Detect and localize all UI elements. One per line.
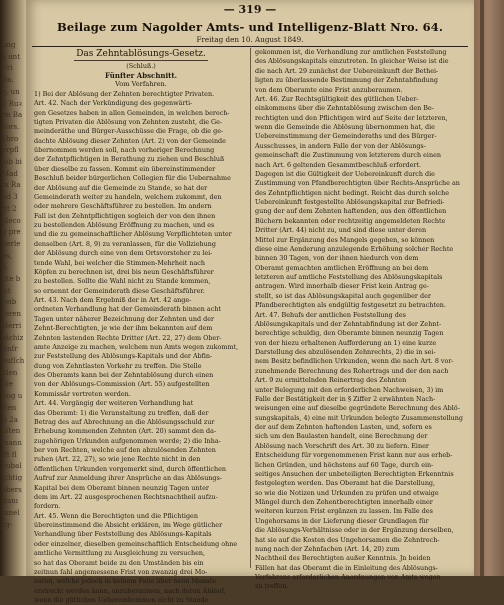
text-line: oder einzelner, dieselben gemeinschaftlich Entscheidung ohne bbox=[34, 539, 238, 548]
page-number: — 319 — bbox=[223, 3, 277, 16]
text-line: von der hiezu erhaltenen Aufforderung an 1) eine kurze bbox=[255, 338, 437, 347]
text-line: gung der auf dem Zehnten haftenden, aus den öffentlichen bbox=[255, 207, 447, 216]
text-line: Büchern bekannten oder rechtzeitig angemeldeten Rechte bbox=[255, 216, 446, 225]
text-line: einkommens über die Zehntablösung zwischen den Be- bbox=[255, 104, 434, 113]
edge-text-fragment: in Ra bbox=[2, 181, 21, 190]
text-line: Verfahrens erforderlichen Anordnungen von Amts wegen bbox=[255, 573, 441, 581]
text-line: wenn die gütlichen Uebereinkommen nicht zu Stande bbox=[34, 596, 209, 605]
text-line: oder mehrere Geschäftsführer zu bestellen. Im andern bbox=[34, 202, 212, 211]
edge-text-fragment: teren bbox=[2, 310, 21, 319]
text-line: von der Ablösungs-Commission (Art. 55) aufgestellten bbox=[34, 380, 210, 389]
edge-text-fragment: ʒ unt bbox=[2, 52, 21, 61]
text-line: Kapital bei dem Oberamt binnen neunzig Tagen unter bbox=[34, 483, 209, 492]
text-line: erstreckt werden kann, anzuberaumen, nach deren Ablauf, bbox=[34, 586, 226, 595]
text-line: öffentlichen Urkunden vorgemerkt sind, durch öffentlichen bbox=[34, 464, 226, 473]
text-line: ordneten Verhandlung hat der Gemeinderath binnen acht bbox=[34, 305, 221, 314]
text-line: dachte Ablösung dieser Zehnten (Art. 2) von der Gemeinde bbox=[34, 136, 226, 145]
text-line: Betrag des auf Abrechnung an die Ablösungsschuld zur bbox=[34, 417, 215, 426]
text-line: naten, welche jedoch in keinem Falle über neun Monate bbox=[34, 577, 217, 586]
text-line: so wie die Notizen und Urkunden zu prüfen und etwaige bbox=[255, 488, 439, 497]
edge-text-fragment: es, bbox=[2, 251, 12, 260]
text-line: fordern. bbox=[34, 502, 61, 511]
edge-text-fragment: aufſch bbox=[2, 356, 24, 365]
text-line: ber von Rechten, welche auf den abzulösenden Zehnten bbox=[34, 446, 216, 455]
issue-date: Freitag den 10. August 1849. bbox=[196, 35, 304, 44]
text-line: der Ablösung auf die Gemeinde zu Stande, so hat der bbox=[34, 183, 208, 192]
text-line: Zehnt-Berechtigten, je wie der ihm bekannten auf dem bbox=[34, 324, 213, 333]
text-line: Ausschusses, in andern Falle der von der Ablösungs- bbox=[255, 141, 426, 150]
text-line: Darstellung des abzulösenden Zehnrechts, 2) die in sei- bbox=[255, 348, 436, 356]
text-line: weisungen eine auf dieselbe gegründete Berechnung des Ablö- bbox=[255, 404, 460, 413]
edge-text-fragment: rg- bbox=[2, 520, 13, 529]
text-line: Erhebung kommenden Zehnten (Art. 20) sammt den da- bbox=[34, 427, 217, 436]
text-line: Mittel zur Ergänzung des Mangels gegeben, so können bbox=[255, 235, 435, 244]
section-subtitle: (Schluß.) bbox=[126, 62, 156, 70]
text-line: unter Belegung mit den erforderlichen Nachweisen, 3) im bbox=[255, 385, 444, 394]
text-line: Verhandlung über Feststellung des Ablösungs-Kapitals bbox=[34, 530, 212, 539]
text-line: Ungehorsams in der Lieferung dieser Grundlagen für bbox=[255, 516, 429, 525]
text-line: über dieselbe zu fassen. Kommt ein übereinstimmender bbox=[34, 164, 216, 173]
text-line: übereinstimmend die Absicht erklären, im Wege gütlicher bbox=[34, 521, 223, 530]
text-line: Falle der Bestätigkeit der in § Ziffer 2 erwähnten Nach- bbox=[255, 394, 436, 403]
text-line: des Zehntpflichtigen nicht bedingt. Reicht das durch solche bbox=[255, 188, 450, 197]
text-line: seitiges Ansuchen der unbeteiligten Berechtigten Erkenntnis bbox=[255, 469, 454, 478]
book-binding bbox=[474, 0, 504, 576]
edge-text-fragment: Fri bbox=[2, 64, 13, 73]
text-line: Fall ist den Zehntpflichtigen sogleich der von den ihnen bbox=[34, 211, 216, 220]
text-line: Art. 42. Nach der Verkündigung des gegenwärti- bbox=[34, 99, 193, 108]
right-column bbox=[255, 48, 469, 592]
text-line: die Ablösungs-Verhältnisse oder in der Ergänzung derselben, bbox=[255, 526, 454, 535]
edge-text-fragment: vors. bbox=[2, 122, 20, 131]
edge-text-fragment: Herri bbox=[2, 321, 22, 330]
text-line: Tagen unter näherer Bezeichnung der Zehnten und der bbox=[34, 314, 215, 323]
text-line: Dritter (Art. 44) nicht zu, und sind diese unter deren bbox=[255, 226, 427, 235]
edge-text-fragment: aib bi bbox=[2, 158, 22, 167]
text-line: Fällen hat das Oberamt die in Einleitung des Ablösungs- bbox=[255, 563, 438, 572]
header-rule bbox=[32, 46, 468, 47]
edge-text-fragment: herle bbox=[2, 239, 21, 248]
text-line: tigten Privaten die Ablösung von Zehnten zusteht, die Ge- bbox=[34, 117, 223, 126]
text-line: amtliche Vermittlung zu Ausgleichung zu versuchen, bbox=[34, 549, 206, 558]
text-line: meinderäthe und Bürger-Ausschüsse die Frage, ob die ge- bbox=[34, 127, 224, 136]
edge-text-fragment: itt 2 bbox=[2, 204, 17, 213]
text-line: gekommen ist, die Verhandlung zur amtlichen Feststellung bbox=[255, 48, 447, 56]
text-line: binnen 30 Tagen, von der ihnen hiedurch von dem bbox=[255, 254, 419, 263]
text-line: tende Wahl, bei welcher die Stimmen-Mehrheit nach bbox=[34, 258, 205, 267]
edge-text-fragment: en Ba bbox=[2, 111, 23, 120]
edge-text-fragment: ute b bbox=[2, 275, 21, 284]
text-line: zur Feststellung des Ablösungs-Kapitals und der Abfin- bbox=[34, 352, 213, 361]
edge-text-fragment: ift fl bbox=[2, 450, 17, 459]
text-line: Zustimmung von Pfandberechtigten über Rechts-Ansprüche an bbox=[255, 179, 460, 188]
edge-text-fragment: ebers bbox=[2, 485, 22, 494]
text-line: festgelegten werden. Das Oberamt hat die Darstellung, bbox=[255, 479, 436, 488]
edge-text-fragment: ebro bbox=[2, 134, 19, 143]
text-line: dem im Art. 22 ausgesprochenen Rechtsnachtheil aufzu- bbox=[34, 492, 218, 501]
text-line: hat sie auf die Kosten des Ungehorsamen die Zehntrech- bbox=[255, 535, 440, 544]
text-line: diese eine Aenderung anzulegende Erhöhung solcher Rechte bbox=[255, 244, 454, 253]
edge-text-fragment: u Ruꝛ bbox=[2, 99, 22, 108]
left-column-body bbox=[34, 90, 248, 605]
text-line: Art. 47. Behufs der amtlichen Feststellung des bbox=[255, 310, 406, 319]
text-line: sich um den Baulasten handelt, eine Berechnung der bbox=[255, 432, 428, 441]
text-line: ruhen (Art. 22, 27), so wie jene Rechte nicht in den bbox=[34, 455, 201, 464]
text-line: ligten zu überlassende Bestimmung der Zehntabfindung bbox=[255, 76, 438, 85]
edge-text-fragment: oſten bbox=[2, 427, 21, 436]
text-line: der auf dem Zehnten haftenden Lasten, und, sofern es bbox=[255, 423, 432, 431]
text-line: das Oberamt: 1) die Veranstaltung zu treffen, daß der bbox=[34, 408, 209, 417]
text-line: Entscheidung für vorgenommenen Frist kann nur aus erheb- bbox=[255, 451, 453, 460]
text-line: und die zu gemeinschaftlicher Ablösung Verpflichteten unter bbox=[34, 230, 232, 239]
text-line: zunehmende Berechnung des Rohertrags und der den nach bbox=[255, 366, 449, 375]
edge-text-fragment: Mad bbox=[2, 169, 18, 178]
text-line: berechtige schuldig, den Oberamte binnen neunzig Tagen bbox=[255, 329, 444, 338]
text-line: Ablösungskapitals und der Zehntabfindung ist der Zehnt- bbox=[255, 319, 442, 328]
edge-text-fragment: e, un bbox=[2, 87, 20, 96]
text-line: sungskapitals, 4) eine mit Urkunden belegte Zusammenstellung bbox=[255, 413, 463, 422]
text-line: zeitnun fahl angemessene Frist von zwanzig drei Mo- bbox=[34, 567, 208, 576]
edge-text-fragment: 'deco bbox=[2, 216, 21, 225]
text-line: wenn die Gemeinde die Ablösung übernommen hat, die bbox=[255, 123, 435, 131]
text-line: nach Art. 6 geltenden Gesammtbeschluß erfordert. bbox=[255, 160, 422, 169]
text-line: denselben (Art. 8, 9) zu veranlassen, für die Vollziehung bbox=[34, 239, 216, 248]
text-line: Nachtheil des Berechtigten außer Kenntnis. Jn beiden bbox=[255, 554, 431, 563]
text-line: zugehörigen Urkunden aufgenommen werde; 2) die Inha- bbox=[34, 436, 221, 445]
text-line: von dem Oberamte eine Frist anzuberaumen. bbox=[255, 85, 403, 94]
text-line: zu bestellenden Ablösung Eröffnung zu machen, und es bbox=[34, 221, 215, 230]
text-line: Kommissär vertreten werden. bbox=[34, 389, 131, 398]
text-line: weiteren kurzen Frist ergänzen zu lassen. Im Falle des bbox=[255, 507, 433, 516]
text-line: des Oberamts kann bei der Zehntablösung durch einen bbox=[34, 371, 214, 380]
edge-text-fragment: reib bbox=[2, 298, 17, 307]
adjacent-page-edge bbox=[0, 0, 26, 576]
edge-text-fragment: itanı bbox=[2, 497, 18, 506]
text-line: so ernennt der Gemeinderath diese Geschäftsführer. bbox=[34, 286, 205, 295]
edge-text-fragment: tten bbox=[2, 403, 17, 412]
edge-text-fragment: nd 3 bbox=[2, 193, 18, 202]
text-line: Köpfen zu berechnen ist, drei bis neun Geschäftsführer bbox=[34, 267, 214, 276]
text-line: Ablösung nach Vorschrift des Art. 30 zu liefern. Einer bbox=[255, 441, 429, 450]
edge-text-fragment: it 2a bbox=[2, 415, 18, 424]
text-line: zu bestellen. Sollte die Wahl nicht zu Stande kommen, bbox=[34, 277, 211, 286]
left-column bbox=[34, 48, 248, 605]
text-line: nung nach der Zehnfachen (Art. 14, 20) zum bbox=[255, 544, 400, 553]
text-line: gen Gesetzes haben in allen Gemeinden, in welchen berech- bbox=[34, 108, 230, 117]
text-line: so hat das Oberamt beide zu den Umständen bis ein bbox=[34, 558, 204, 567]
edge-text-fragment: mann bbox=[2, 438, 22, 447]
adjacent-page-text bbox=[2, 40, 24, 532]
page-title: Beilage zum Nagolder Amts- und Intelligenz-Blatt Nro. 64. bbox=[57, 20, 443, 34]
text-line: Zehnten lastenden Rechte Dritter (Art. 22, 27) dem Ober- bbox=[34, 333, 222, 342]
section-title: Das Zehntablösungs-Gesetz. bbox=[74, 48, 208, 61]
edge-text-fragment: hlen bbox=[2, 368, 18, 377]
binding-strip bbox=[480, 0, 484, 576]
column-divider bbox=[250, 48, 251, 568]
text-line: Pfandberechtigten als endgültig festgesetzt zu betrachten. bbox=[255, 301, 446, 310]
text-line: Art. 43. Nach dem Ergebniß der in Art. 42 ange- bbox=[34, 296, 192, 305]
edge-text-fragment: ist bbox=[2, 286, 11, 295]
text-line: Oberamt gemachten amtlichen Eröffnung an bei dem bbox=[255, 263, 429, 272]
text-line: Uebereinstimmung der Gemeinderaths und des Bürger- bbox=[255, 132, 437, 141]
text-line: nem Besitz befindlichen Urkunden, wenn die nach Art. 8 vor- bbox=[255, 357, 454, 366]
edge-text-fragment: Anfr bbox=[2, 345, 18, 354]
edge-text-fragment: atchiz bbox=[2, 333, 24, 342]
text-line: zu treffen. bbox=[255, 582, 289, 591]
right-column-body bbox=[255, 48, 469, 592]
text-line: 1) Bei der Ablösung der Zehnten berechtigter Privaten. bbox=[34, 89, 215, 98]
text-line: Dagegen ist die Gültigkeit der Uebereinkunft durch die bbox=[255, 169, 435, 178]
text-line: die nach Art. 29 zunächst der Uebereinkunft der Bethei- bbox=[255, 66, 439, 75]
text-line: antragen. Wird innerhalb dieser Frist kein Antrag ge- bbox=[255, 282, 429, 291]
edge-text-fragment: nmel bbox=[2, 509, 20, 518]
chapter-heading: Fünfter Abschnitt. bbox=[104, 71, 178, 80]
text-line: Uebereinkunft festgestellte Ablösungskapital zur Befriedi- bbox=[255, 198, 445, 206]
text-line: Art. 45. Wenn die Berechtigten und die Pflichtigen bbox=[34, 511, 198, 520]
text-line: Mängel durch den Zehentberechtigten innerhalb einer bbox=[255, 498, 433, 506]
text-line: Art. 44. Vorgängig der weiteren Verhandlung hat bbox=[34, 399, 194, 408]
text-line: amte Anzeige zu machen, welchem nun Amts wegen zukommt, bbox=[34, 342, 239, 351]
text-line: des Ablösungskapitals einzutreten. In gleicher Weise ist die bbox=[255, 57, 449, 66]
text-line: letzteren auf amtliche Feststellung des Ablösungskapitals bbox=[255, 273, 443, 281]
text-line: Beschluß beider bürgerlichen Collegien für die Uebernahme bbox=[34, 174, 231, 183]
edge-text-fragment: die bbox=[2, 380, 13, 389]
text-line: der Ablösung durch eine von dem Ortsvorsteher zu lei- bbox=[34, 249, 213, 258]
edge-text-fragment: ichtig bbox=[2, 474, 23, 483]
text-line: Aufruf zur Anmeldung ihrer Ansprüche an das Ablösungs- bbox=[34, 474, 222, 483]
newspaper-page bbox=[26, 0, 474, 605]
text-line: gemeinschaft die Zustimmung von letzterem durch einen bbox=[255, 151, 441, 160]
text-line: Art. 9 zu ermittelnden Reinertrag des Zehnten bbox=[255, 376, 407, 385]
text-line: dung von Zehntlasten Vorkehr zu treffen. Die Stelle bbox=[34, 361, 202, 370]
text-line: rechtigten und den Pflichtigen wird auf Seite der letzteren, bbox=[255, 113, 448, 122]
edge-text-fragment: eubal bbox=[2, 462, 22, 471]
text-line: Art. 46. Zur Rechtsgültigkeit des gütlichen Ueber- bbox=[255, 94, 419, 103]
edge-text-fragment: ung u bbox=[2, 392, 23, 401]
edge-text-fragment: ung bbox=[2, 41, 16, 49]
edge-text-fragment: ltn. bbox=[2, 76, 14, 85]
text-line: Gemeinderath weiter zu handeln, welchem zukommt, den bbox=[34, 192, 222, 201]
text-line: lichen Gründen, und höchstens auf 60 Tage, durch ein- bbox=[255, 460, 434, 469]
procedure-heading: Vom Verfahren. bbox=[115, 80, 167, 89]
edge-text-fragment: a. bbox=[2, 263, 9, 272]
text-line: übernommen werden soll, nach vorheriger Berechnung bbox=[34, 146, 215, 155]
text-line: der Zehntpflichtigen in Berathung zu ziehen und Beschluß bbox=[34, 155, 225, 164]
edge-text-fragment: erpfl bbox=[2, 146, 19, 155]
edge-text-fragment: g pre bbox=[2, 228, 21, 237]
text-line: stellt, so ist das Ablösungskapital auch gegenüber der bbox=[255, 291, 431, 300]
